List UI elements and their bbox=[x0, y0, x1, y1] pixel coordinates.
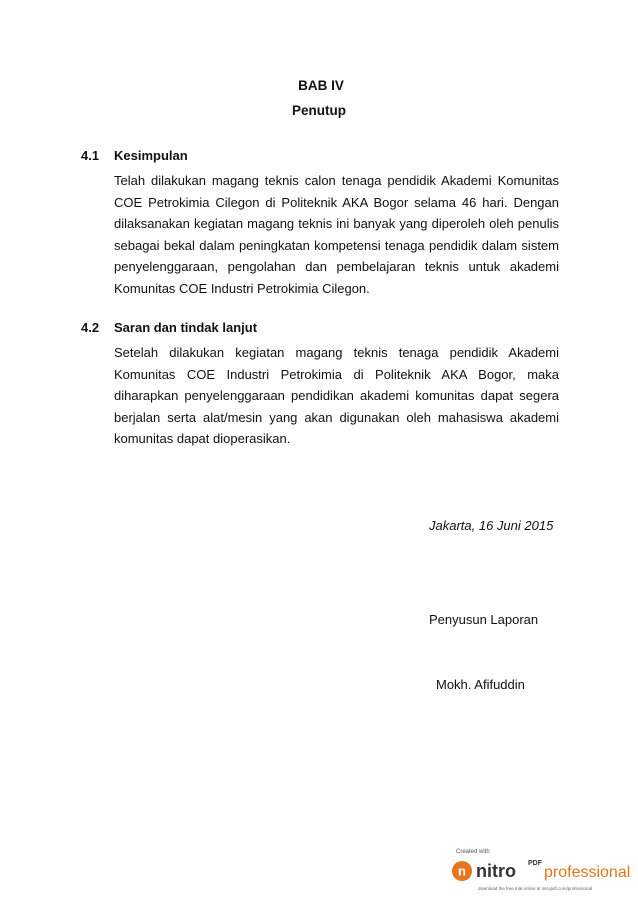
signature-name: Mokh. Afifuddin bbox=[436, 677, 525, 692]
nitro-pdf-watermark bbox=[450, 846, 636, 896]
svg-text:n: n bbox=[458, 863, 466, 879]
watermark-pdf: PDF bbox=[528, 860, 542, 867]
section-number: 4.1 bbox=[81, 148, 100, 163]
section-heading-4-2 bbox=[81, 320, 257, 335]
watermark-brand: nitro bbox=[476, 861, 516, 881]
watermark-created-with: Created with bbox=[456, 849, 490, 855]
section-body-saran: Setelah dilakukan kegiatan magang teknis tenaga pendidik Akademi Komunitas COE Industri Petrokimia di Politeknik AKA Bogor, maka diharapkan penyelenggaraan pendidikan akademi komunitas dapat segera berjalan serta alat/mesin yang akan digunakan oleh mahasiswa akademi komunitas dapat dioperasikan. bbox=[114, 345, 559, 447]
section-body-kesimpulan: Telah dilakukan magang teknis calon tenaga pendidik Akademi Komunitas COE Petrokimia Cilegon di Politeknik AKA Bogor selama 46 hari. Dengan dilaksanakan kegiatan magang teknis ini banyak yang diperoleh oleh penulis sebagai bekal dalam peningkatan kompetensi tenaga pendidik dalam sistem penyelenggaraan, pengolahan dan pembelajaran teknis untuk akademi Komunitas COE Industri Petrokimia Cilegon. bbox=[114, 173, 559, 296]
section-title: Kesimpulan bbox=[114, 148, 188, 163]
section-heading-4-1 bbox=[81, 148, 188, 163]
signature-place-date: Jakarta, 16 Juni 2015 bbox=[429, 518, 554, 533]
signature-role: Penyusun Laporan bbox=[429, 612, 539, 627]
chapter-title: Penutup bbox=[292, 103, 346, 118]
section-title: Saran dan tindak lanjut bbox=[114, 320, 258, 335]
watermark-edition: professional bbox=[544, 864, 631, 881]
section-number: 4.2 bbox=[81, 320, 100, 335]
watermark-tagline: download the free trial online at nitropdf.com/professional bbox=[478, 886, 593, 891]
chapter-heading: BAB IV bbox=[298, 78, 344, 93]
